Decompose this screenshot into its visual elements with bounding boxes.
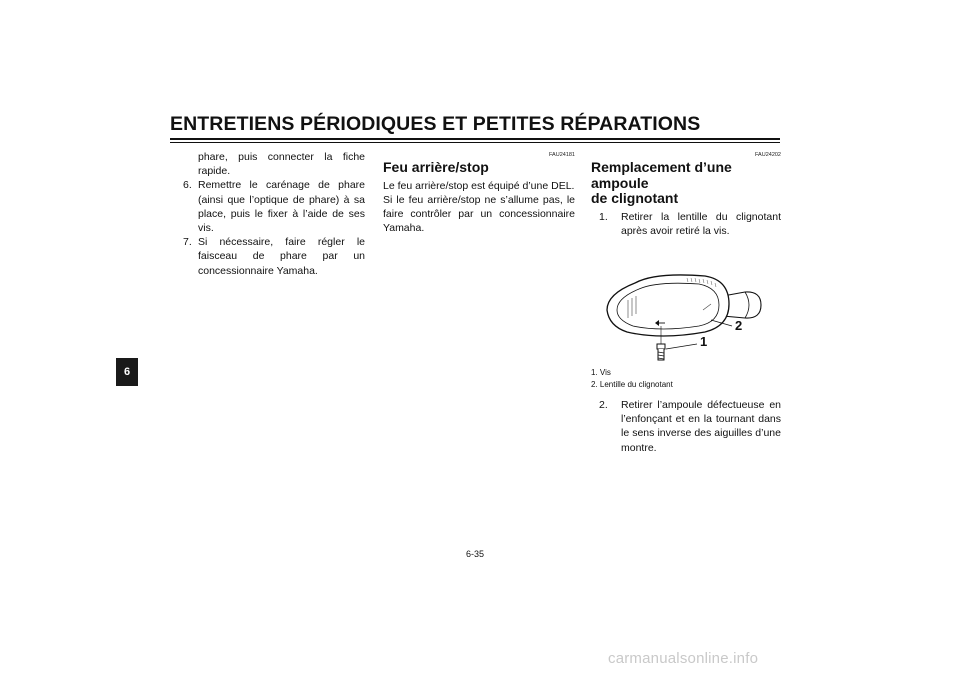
step-number: 6. [183,179,192,192]
step-text: Retirer la lentille du clignotant après avoir retiré la vis. [621,210,781,237]
paragraph: Le feu arrière/stop est équipé d’une DEL. [383,179,575,192]
heading-line-1: Remplacement d’une ampoule [591,159,732,191]
column-3 [591,150,781,455]
header-rule-thin [170,142,780,143]
step-number: 1. [599,210,608,223]
step-6 [183,178,365,235]
column-1 [183,150,365,278]
step-7 [183,235,365,278]
step-number: 2. [599,398,608,411]
legend-item-2: 2. Lentille du clignotant [591,379,673,389]
header-rule [170,138,780,140]
step-1 [591,210,781,238]
callout-2: 2 [735,317,743,333]
callout-1: 1 [700,333,708,349]
step-text: Retirer l’ampoule défectueuse en l’enfonçant et en la tournant dans le sens inverse des aiguilles d’une montre. [621,398,781,454]
turn-signal-lens-illustration [595,256,775,361]
step-text: Remettre le carénage de phare (ainsi que l’optique de phare) à sa place, puis le fixer à l’aide de ses vis. [198,179,365,235]
section-heading: Feu arrière/stop [383,159,489,175]
figure-legend [591,367,781,391]
chapter-tab: 6 [116,358,138,386]
section-heading [591,160,781,207]
column-2 [383,150,575,235]
turn-signal-figure [595,256,775,361]
page-header-title: ENTRETIENS PÉRIODIQUES ET PETITES RÉPARATIONS [170,113,701,135]
section-code: FAU24202 [755,152,781,158]
continuation-text: phare, puis connecter la fiche rapide. [198,151,365,178]
legend-item-1: 1. Vis [591,367,611,377]
step-2 [591,398,781,455]
watermark: carmanualsonline.info [608,650,759,667]
page-number: 6-35 [466,549,485,559]
step-number: 7. [183,236,192,249]
paragraph: Si le feu arrière/stop ne s’allume pas, le faire contrôler par un concessionnaire Yamaha. [383,193,575,235]
section-code: FAU24181 [549,152,575,158]
heading-line-2: de clignotant [591,190,679,206]
step-text: Si nécessaire, faire régler le faisceau de phare par un concessionnaire Yamaha. [198,236,365,277]
